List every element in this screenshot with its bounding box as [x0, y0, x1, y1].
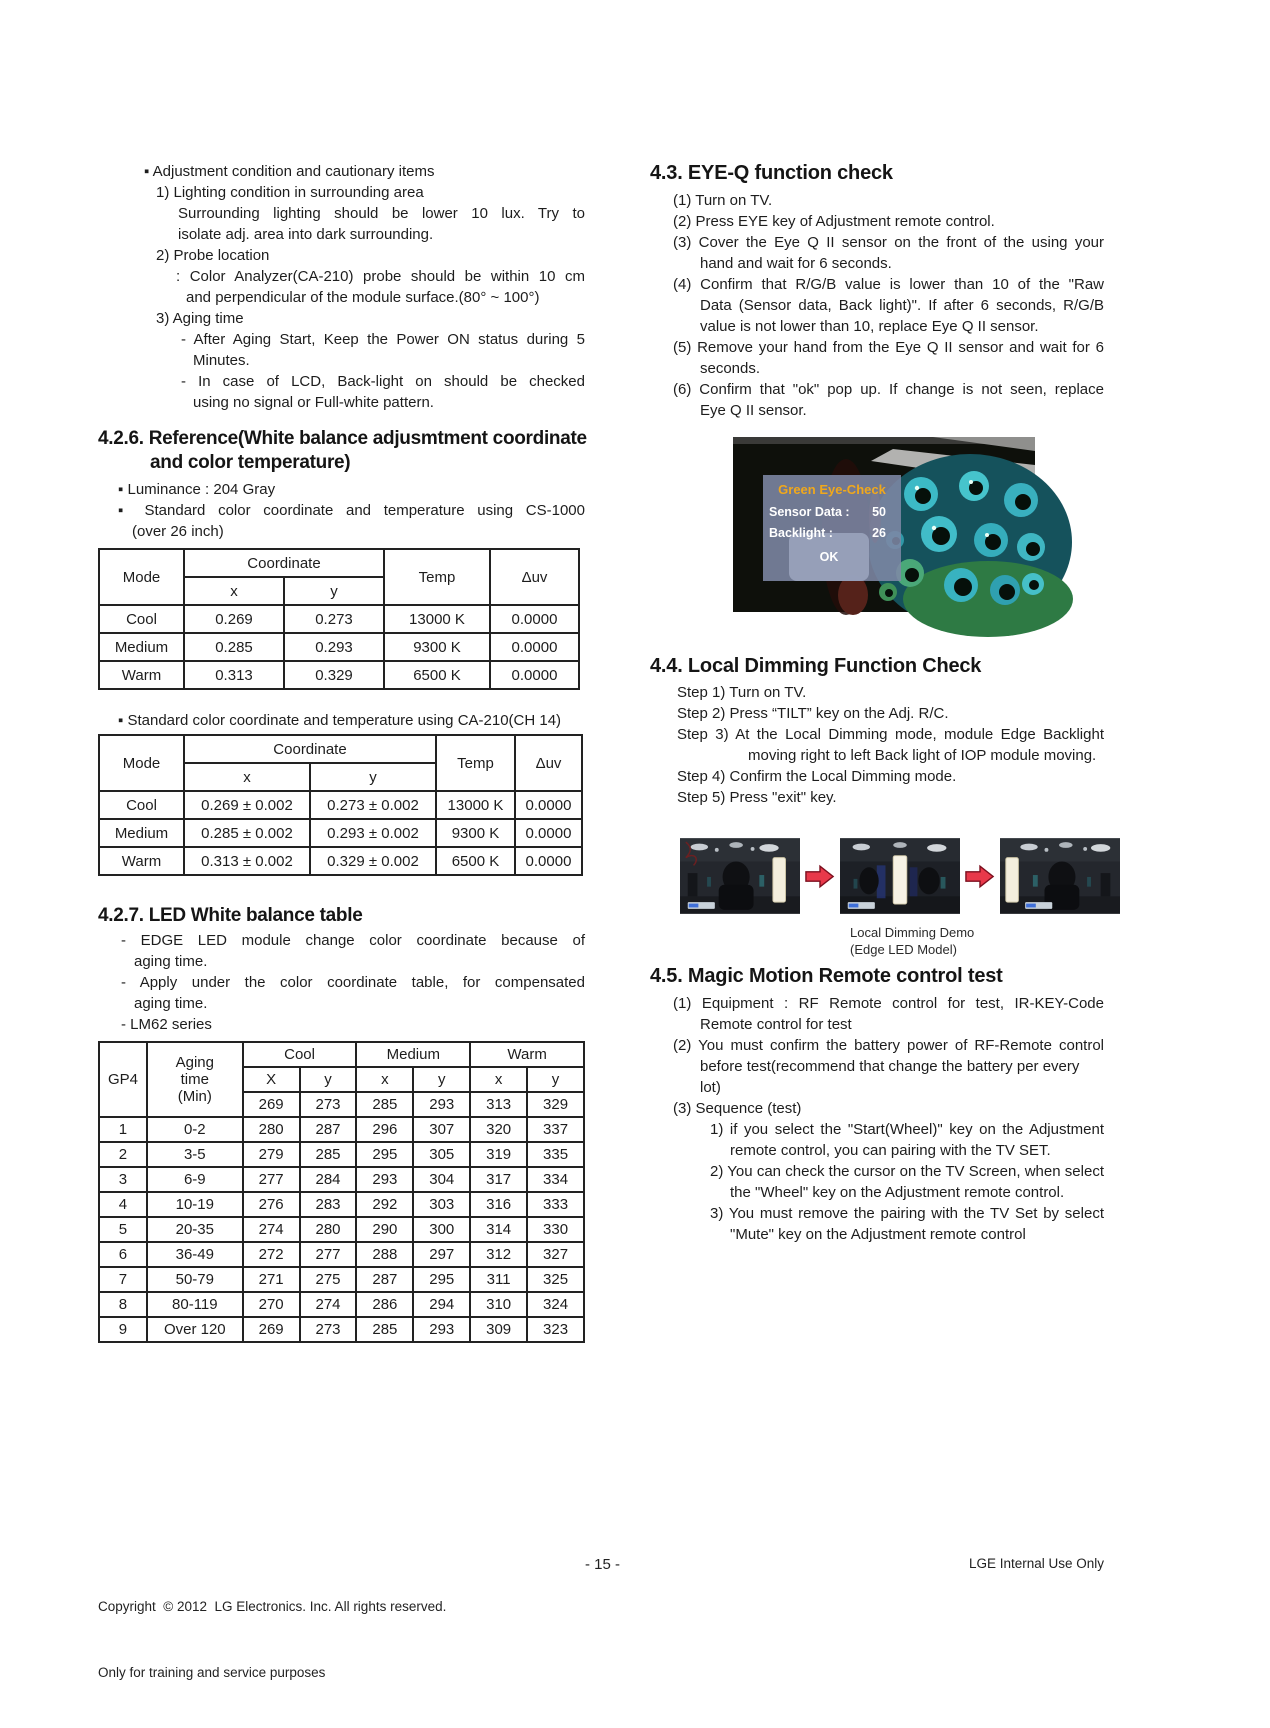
text-line: moving right to left Back light of IOP module moving.	[748, 747, 1097, 764]
table-cell: 329	[527, 1092, 584, 1117]
local-dimming-photo-2	[840, 838, 960, 914]
table-cell: 273	[300, 1092, 357, 1117]
arrow-right-icon	[805, 863, 835, 890]
table-cell: 269	[243, 1092, 300, 1117]
text-line: - In case of LCD, Back-light on should be checked	[181, 373, 585, 390]
table-cell: 80-119	[147, 1292, 243, 1317]
local-dimming-photo-1	[680, 838, 800, 914]
ok-button-label: OK	[819, 550, 839, 564]
table-cell: 9300 K	[384, 633, 490, 661]
footer-copyright	[98, 1552, 446, 1728]
text-line: ▪ Luminance : 204 Gray	[118, 481, 276, 498]
section-4-3-title: 4.3. EYE-Q function check	[650, 162, 893, 184]
table-cell: 295	[356, 1142, 413, 1167]
table-cell: 314	[470, 1217, 527, 1242]
table-cell: 1	[99, 1117, 147, 1142]
lm62-table	[98, 1041, 585, 1343]
table-cell: 0.329	[284, 661, 384, 689]
table-cell: 0-2	[147, 1117, 243, 1142]
table-cell: 0.273 ± 0.002	[310, 791, 436, 819]
table-cell: 8	[99, 1292, 147, 1317]
table-cell: Cool	[99, 791, 184, 819]
table-cell: 284	[300, 1167, 357, 1192]
text-line: the "Wheel" key on the Adjustment remote control.	[730, 1184, 1065, 1201]
section-4-2-6-title-line1: 4.2.6. Reference(White balance adjusmtment coordinate	[98, 428, 587, 449]
table-cell: 293	[413, 1317, 470, 1342]
table-cell: 312	[470, 1242, 527, 1267]
backlight-bar-right	[773, 858, 786, 903]
table-cell: 0.329 ± 0.002	[310, 847, 436, 875]
table-cell: 290	[356, 1217, 413, 1242]
table-cell: 0.313 ± 0.002	[184, 847, 310, 875]
text-line: before test(recommend that change the battery per every lot)	[700, 1058, 1080, 1096]
text-line: : Color Analyzer(CA-210) probe should be within 10 cm	[176, 268, 585, 285]
text-line: Remote control for test	[700, 1016, 852, 1033]
table-cell: 0.269	[184, 605, 284, 633]
left-column	[98, 161, 585, 1343]
table-cell: 272	[243, 1242, 300, 1267]
text-line: 1) if you select the "Start(Wheel)" key on the Adjustment	[710, 1121, 1104, 1138]
cs1000-table	[98, 548, 580, 690]
table-cell: 297	[413, 1242, 470, 1267]
text-line: seconds.	[700, 360, 761, 377]
table-cell: 0.293 ± 0.002	[310, 819, 436, 847]
table-cell: 0.0000	[490, 633, 579, 661]
table-cell: 5	[99, 1217, 147, 1242]
table-cell: Cool	[99, 605, 184, 633]
table-cell: Temp	[436, 735, 515, 791]
backlight-bar-center	[893, 856, 907, 904]
table-cell: 20-35	[147, 1217, 243, 1242]
table-cell: 276	[243, 1192, 300, 1217]
text-line: 2) You can check the cursor on the TV Screen, when select	[710, 1163, 1104, 1180]
table-cell: 287	[356, 1267, 413, 1292]
table-cell: 285	[356, 1092, 413, 1117]
section-4-3-steps	[650, 190, 1104, 421]
table-cell: Medium	[99, 819, 184, 847]
training-note: Only for training and service purposes	[98, 1665, 326, 1680]
table-cell: 316	[470, 1192, 527, 1217]
table-cell: 275	[300, 1267, 357, 1292]
table-cell: Aging time (Min)	[147, 1042, 243, 1117]
table-cell: 6500 K	[384, 661, 490, 689]
text-line: (6) Confirm that "ok" pop up. If change is not seen, replace	[673, 381, 1104, 398]
text-line: remote control, you can pairing with the TV SET.	[730, 1142, 1051, 1159]
table-cell: 310	[470, 1292, 527, 1317]
table-cell: Δuv	[490, 549, 579, 605]
text-line: Step 4) Confirm the Local Dimming mode.	[677, 768, 957, 785]
section-4-2-6-title-line2: and color temperature)	[150, 452, 351, 473]
adjustment-conditions-list	[98, 161, 585, 413]
table-cell: 292	[356, 1192, 413, 1217]
table-cell: 0.0000	[515, 819, 582, 847]
text-line: Surrounding lighting should be lower 10 lux. Try to	[178, 205, 585, 222]
text-line: - After Aging Start, Keep the Power ON status during 5	[181, 331, 585, 348]
text-line: Step 1) Turn on TV.	[677, 684, 807, 701]
text-line: hand and wait for 6 seconds.	[700, 255, 892, 272]
table-cell: 287	[300, 1117, 357, 1142]
table-cell: 2	[99, 1142, 147, 1167]
table-cell: 293	[356, 1167, 413, 1192]
table-cell: Medium	[99, 633, 184, 661]
table-cell: 335	[527, 1142, 584, 1167]
table-cell: 286	[356, 1292, 413, 1317]
section-4-2-7-title: 4.2.7. LED White balance table	[98, 905, 363, 926]
table-cell: 9300 K	[436, 819, 515, 847]
text-line: using no signal or Full-white pattern.	[193, 394, 434, 411]
table-cell: 0.293	[284, 633, 384, 661]
backlight-value: 26	[872, 526, 886, 540]
table-cell: Warm	[470, 1042, 584, 1067]
caption-line-1: Local Dimming Demo	[850, 925, 975, 940]
table-cell: 6500 K	[436, 847, 515, 875]
table-cell: Medium	[356, 1042, 470, 1067]
table-cell: 50-79	[147, 1267, 243, 1292]
table-cell: 6	[99, 1242, 147, 1267]
table-cell: 0.0000	[515, 791, 582, 819]
text-line: Minutes.	[193, 352, 250, 369]
text-line: ▪ Adjustment condition and cautionary items	[144, 163, 435, 180]
table-cell: 296	[356, 1117, 413, 1142]
table-cell: 333	[527, 1192, 584, 1217]
table-cell: 320	[470, 1117, 527, 1142]
table-cell: Warm	[99, 847, 184, 875]
table-cell: Over 120	[147, 1317, 243, 1342]
table-cell: 307	[413, 1117, 470, 1142]
table-cell: 330	[527, 1217, 584, 1242]
table-cell: GP4	[99, 1042, 147, 1117]
text-line: (4) Confirm that R/G/B value is lower than 10 of the "Raw	[673, 276, 1104, 293]
table-cell: 4	[99, 1192, 147, 1217]
text-line: Step 2) Press “TILT” key on the Adj. R/C.	[677, 705, 949, 722]
text-line: ▪ Standard color coordinate and temperature using CA-210(CH 14)	[118, 712, 562, 729]
table-cell: 317	[470, 1167, 527, 1192]
table-cell: 269	[243, 1317, 300, 1342]
section-4-2-6-title	[98, 427, 585, 475]
table-cell: 0.313	[184, 661, 284, 689]
text-line: ▪ Standard color coordinate and temperature using CS-1000	[118, 502, 585, 519]
sensor-data-label: Sensor Data :	[769, 505, 850, 519]
table-cell: x	[356, 1067, 413, 1092]
table-cell: 327	[527, 1242, 584, 1267]
internal-use-note: LGE Internal Use Only	[968, 1556, 1104, 1571]
text-line: - Apply under the color coordinate table, for compensated	[121, 974, 585, 991]
table-cell: 273	[300, 1317, 357, 1342]
table-cell: 0.285	[184, 633, 284, 661]
table-cell: 0.273	[284, 605, 384, 633]
table-cell: 288	[356, 1242, 413, 1267]
table-cell: Δuv	[515, 735, 582, 791]
table-cell: 6-9	[147, 1167, 243, 1192]
text-line: Data (Sensor data, Back light)". If after 6 seconds, R/G/B	[700, 297, 1104, 314]
table-cell: 313	[470, 1092, 527, 1117]
text-line: (5) Remove your hand from the Eye Q II sensor and wait for 6	[673, 339, 1104, 356]
table-cell: 0.269 ± 0.002	[184, 791, 310, 819]
ca210-table	[98, 734, 583, 876]
eyeq-photo-graphic	[733, 437, 1035, 612]
cs1000-table-container	[98, 548, 585, 690]
ca210-bullet	[98, 710, 585, 731]
table-cell: 285	[356, 1317, 413, 1342]
text-line: 1) Lighting condition in surrounding area	[156, 184, 424, 201]
table-cell: 325	[527, 1267, 584, 1292]
table-cell: 294	[413, 1292, 470, 1317]
local-dimming-demo-strip	[650, 838, 1104, 914]
text-line: value is not lower than 10, replace Eye Q II sensor.	[700, 318, 1039, 335]
table-cell: 283	[300, 1192, 357, 1217]
text-line: 2) Probe location	[156, 247, 270, 264]
lm62-table-container	[98, 1041, 585, 1343]
table-cell: Mode	[99, 549, 184, 605]
text-line: (2) You must confirm the battery power of RF-Remote control	[673, 1037, 1104, 1054]
table-cell: 300	[413, 1217, 470, 1242]
text-line: Step 5) Press "exit" key.	[677, 789, 837, 806]
table-cell: 337	[527, 1117, 584, 1142]
table-cell: 271	[243, 1267, 300, 1292]
table-cell: x	[184, 577, 284, 605]
table-cell: 36-49	[147, 1242, 243, 1267]
table-cell: Coordinate	[184, 549, 384, 577]
table-cell: 277	[300, 1242, 357, 1267]
text-line: and perpendicular of the module surface.(80° ~ 100°)	[186, 289, 540, 306]
table-cell: y	[413, 1067, 470, 1092]
text-line: (3) Cover the Eye Q II sensor on the front of the using your	[673, 234, 1104, 251]
table-cell: 305	[413, 1142, 470, 1167]
table-cell: 3	[99, 1167, 147, 1192]
table-cell: 311	[470, 1267, 527, 1292]
table-cell: 270	[243, 1292, 300, 1317]
text-line: aging time.	[134, 953, 208, 970]
copyright-line: Copyright © 2012 LG Electronics. Inc. All rights reserved.	[98, 1599, 447, 1614]
table-cell: y	[284, 577, 384, 605]
table-cell: 323	[527, 1317, 584, 1342]
table-cell: 0.0000	[490, 605, 579, 633]
table-cell: Mode	[99, 735, 184, 791]
local-dimming-photo-3	[1000, 838, 1120, 914]
table-cell: 0.0000	[515, 847, 582, 875]
table-cell: 304	[413, 1167, 470, 1192]
table-cell: 0.285 ± 0.002	[184, 819, 310, 847]
table-cell: y	[310, 763, 436, 791]
section-4-4-title: 4.4. Local Dimming Function Check	[650, 655, 982, 677]
table-cell: 13000 K	[384, 605, 490, 633]
text-line: (2) Press EYE key of Adjustment remote control.	[673, 213, 995, 230]
backlight-bar-left	[1006, 858, 1019, 903]
table-cell: Warm	[99, 661, 184, 689]
arrow-right-icon	[965, 863, 995, 890]
table-cell: Temp	[384, 549, 490, 605]
table-cell: 303	[413, 1192, 470, 1217]
section-4-2-7-notes	[98, 930, 585, 1035]
table-cell: y	[527, 1067, 584, 1092]
table-cell: 293	[413, 1092, 470, 1117]
local-dimming-caption	[850, 924, 1104, 958]
eyeq-check-photo	[733, 437, 1035, 612]
text-line: - LM62 series	[121, 1016, 212, 1033]
table-cell: 324	[527, 1292, 584, 1317]
table-cell: x	[470, 1067, 527, 1092]
text-line: (3) Sequence (test)	[673, 1100, 802, 1117]
table-cell: 9	[99, 1317, 147, 1342]
section-4-4-steps	[650, 682, 1104, 808]
text-line: isolate adj. area into dark surrounding.	[178, 226, 434, 243]
text-line: - EDGE LED module change color coordinate because of	[121, 932, 585, 949]
table-cell: 309	[470, 1317, 527, 1342]
table-cell: 274	[243, 1217, 300, 1242]
sensor-data-value: 50	[872, 505, 886, 519]
table-cell: 295	[413, 1267, 470, 1292]
text-line: (1) Equipment : RF Remote control for test, IR-KEY-Code	[673, 995, 1104, 1012]
table-cell: 277	[243, 1167, 300, 1192]
right-column	[650, 161, 1104, 1245]
table-cell: 7	[99, 1267, 147, 1292]
section-4-5-title: 4.5. Magic Motion Remote control test	[650, 965, 1003, 987]
text-line: (1) Turn on TV.	[673, 192, 773, 209]
table-cell: X	[243, 1067, 300, 1092]
text-line: aging time.	[134, 995, 208, 1012]
table-cell: 285	[300, 1142, 357, 1167]
ca210-table-container	[98, 734, 585, 876]
text-line: 3) Aging time	[156, 310, 244, 327]
section-4-2-6-bullets	[98, 479, 585, 542]
text-line: "Mute" key on the Adjustment remote control	[730, 1226, 1026, 1243]
section-4-5-steps	[650, 993, 1104, 1245]
text-line: 3) You must remove the pairing with the TV Set by select	[710, 1205, 1104, 1222]
table-cell: Coordinate	[184, 735, 436, 763]
backlight-label: Backlight :	[769, 526, 833, 540]
table-cell: y	[300, 1067, 357, 1092]
table-cell: x	[184, 763, 310, 791]
text-line: Eye Q II sensor.	[700, 402, 807, 419]
table-cell: 279	[243, 1142, 300, 1167]
page-number: - 15 -	[585, 1556, 621, 1573]
text-line: Step 3) At the Local Dimming mode, module Edge Backlight	[677, 726, 1104, 743]
table-cell: 280	[300, 1217, 357, 1242]
osd-title: Green Eye-Check	[778, 482, 886, 497]
table-cell: Cool	[243, 1042, 357, 1067]
osd-panel	[763, 475, 901, 581]
table-cell: 0.0000	[490, 661, 579, 689]
table-cell: 334	[527, 1167, 584, 1192]
table-cell: 13000 K	[436, 791, 515, 819]
table-cell: 319	[470, 1142, 527, 1167]
table-cell: 280	[243, 1117, 300, 1142]
table-cell: 274	[300, 1292, 357, 1317]
table-cell: 10-19	[147, 1192, 243, 1217]
table-cell: 3-5	[147, 1142, 243, 1167]
text-line: (over 26 inch)	[132, 523, 224, 540]
caption-line-2: (Edge LED Model)	[850, 942, 957, 957]
